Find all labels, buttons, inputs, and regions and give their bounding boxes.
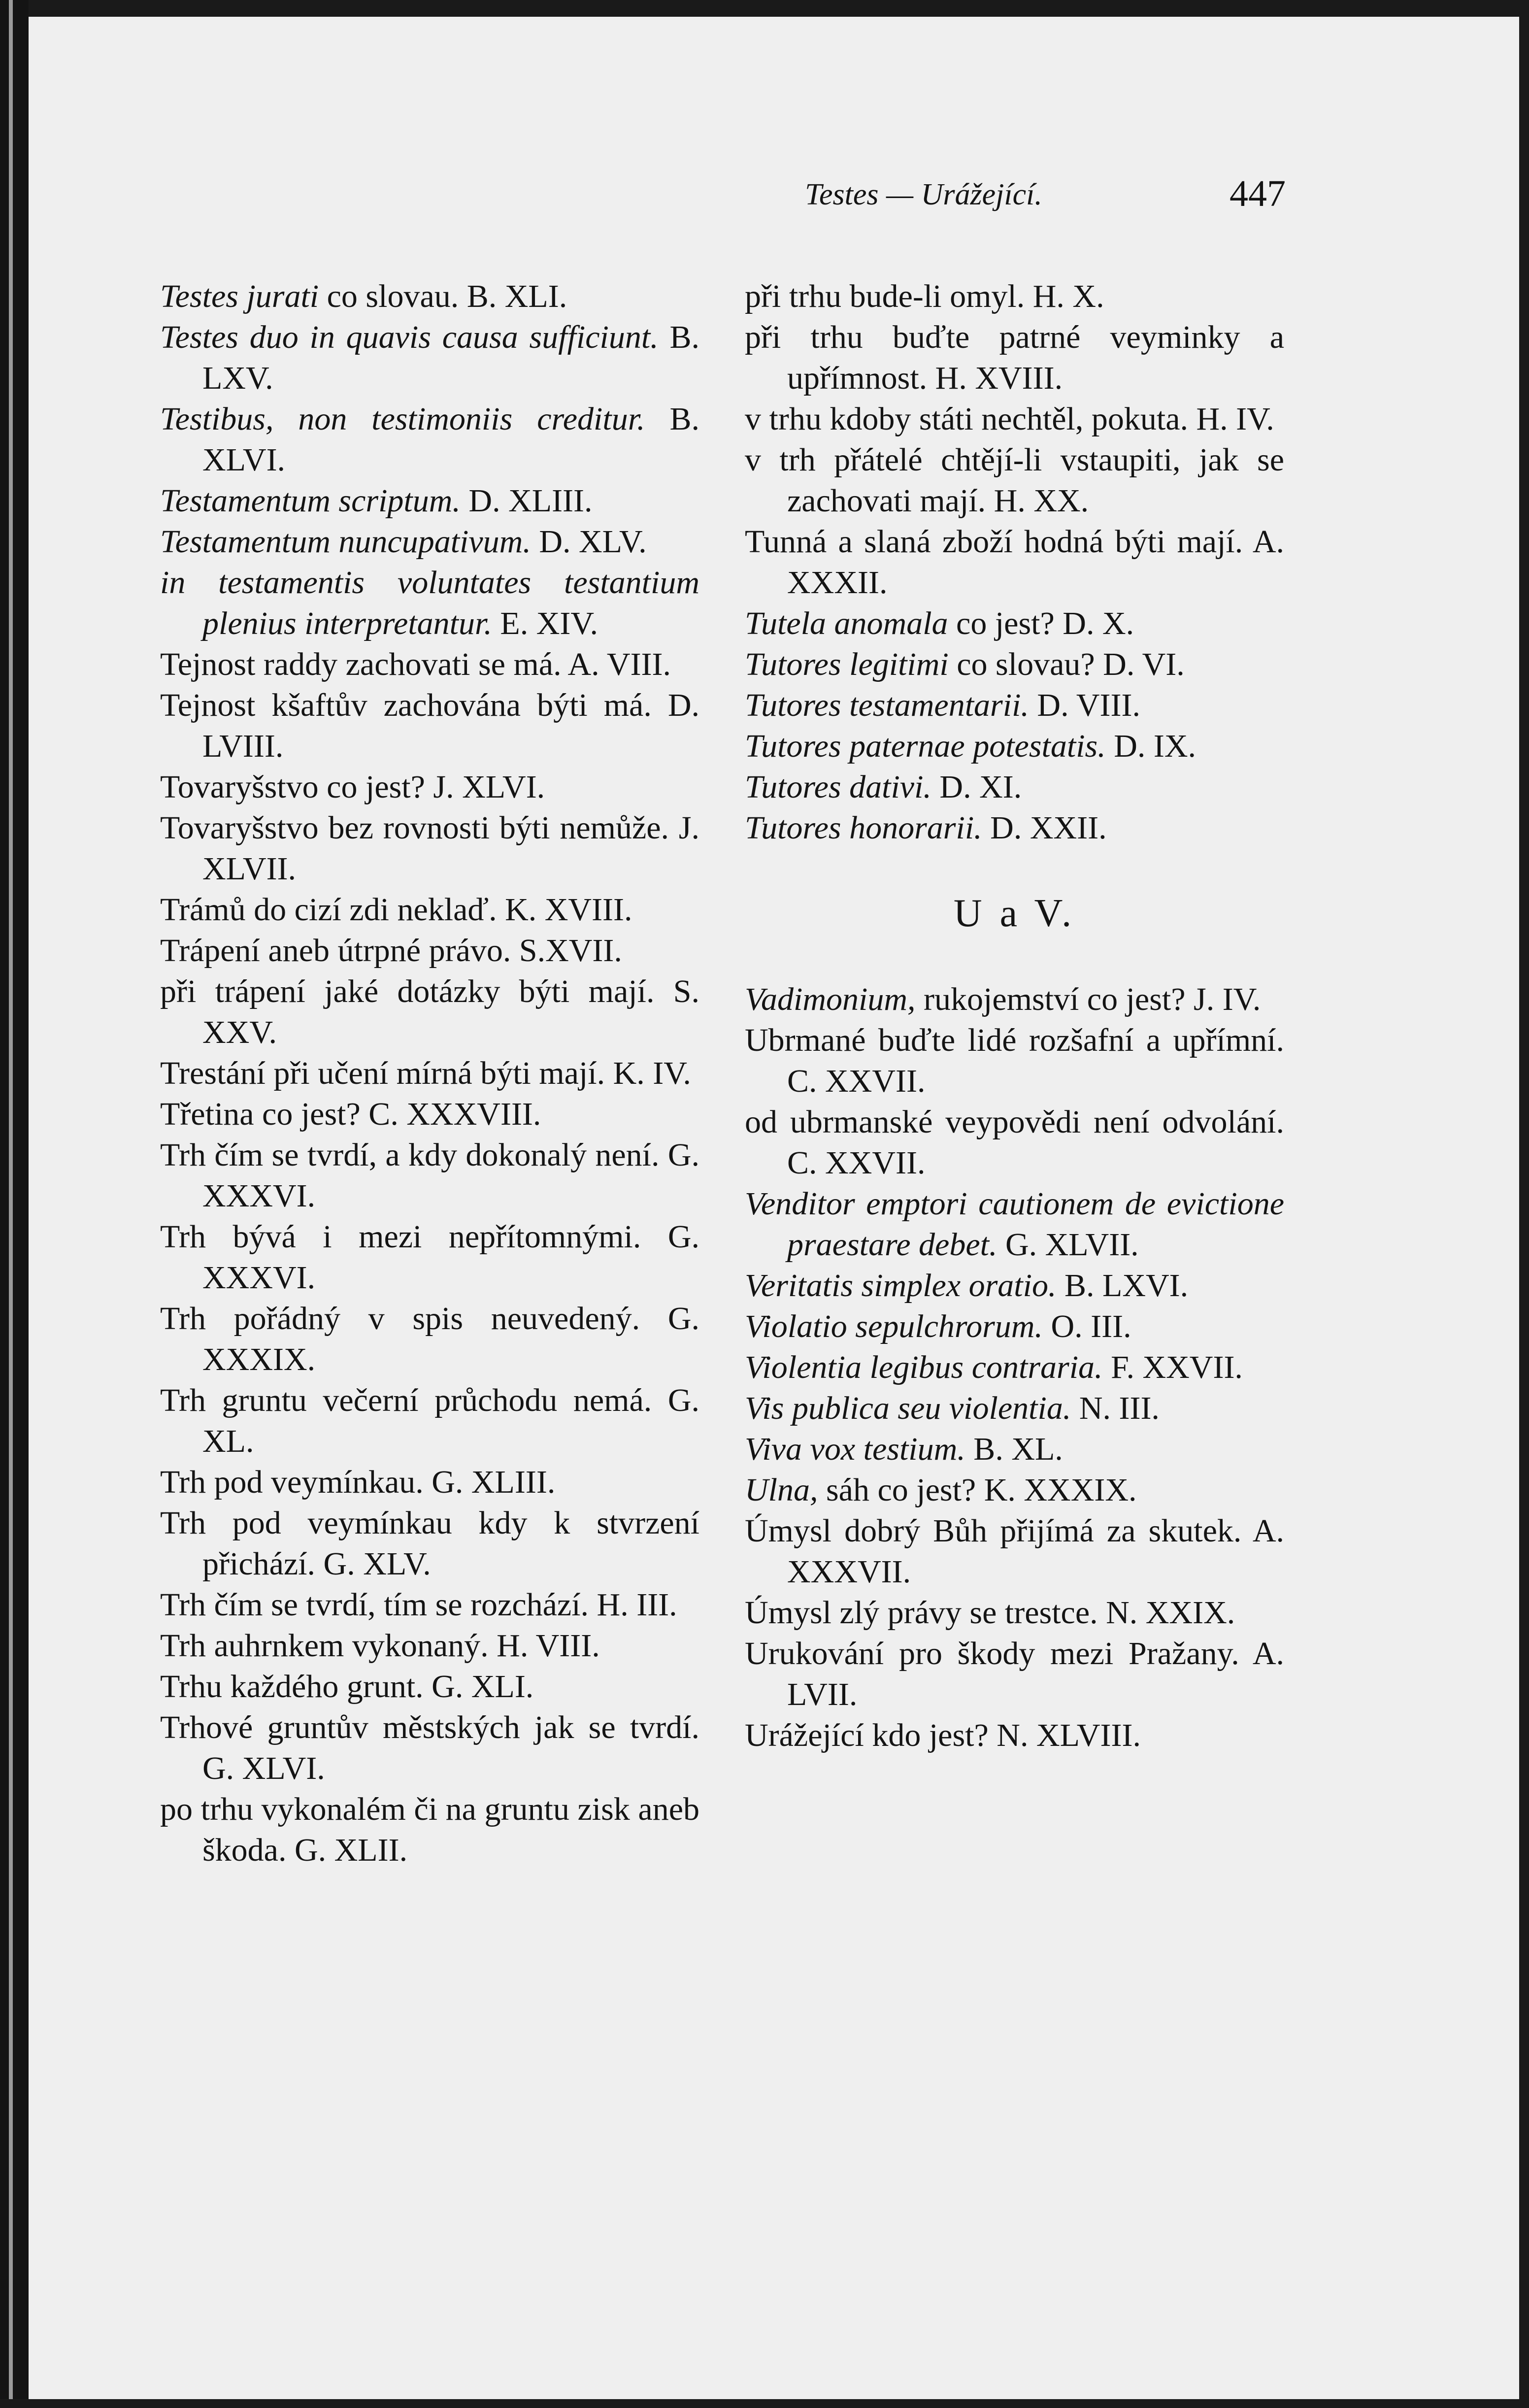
index-entry: po trhu vykonalém či na gruntu zisk aneb škoda. G. XLII. [160, 1791, 699, 1868]
index-entry: Trh pod veymínkau kdy k stvrzení přichází. G. XLV. [160, 1505, 699, 1582]
index-entry: Testamentum scriptum. D. XLIII. [160, 483, 593, 519]
index-entry: Úmysl dobrý Bůh přijímá za skutek. A. XXXVII. [745, 1513, 1284, 1590]
index-entry: Ubrmané buďte lidé rozšafní a upřímní. C. XXVII. [745, 1022, 1284, 1099]
index-entry: Venditor emptori cautionem de evictione praestare debet. G. XLVII. [745, 1186, 1284, 1263]
section-heading: U a V. [953, 892, 1076, 935]
index-entry: Trápení aneb útrpné právo. S.XVII. [160, 933, 622, 969]
index-entry: Tunná a slaná zboží hodná býti mají. A. XXXII. [745, 524, 1284, 601]
page-number: 447 [1230, 173, 1286, 214]
index-entry: Trhu každého grunt. G. XLI. [160, 1669, 534, 1705]
scan-border-left-gap [9, 0, 13, 2408]
index-entry: Testes jurati co slovau. B. XLI. [160, 278, 567, 314]
index-entry: Urukování pro škody mezi Pražany. A. LVII. [745, 1636, 1284, 1712]
index-entry: Veritatis simplex oratio. B. LXVI. [745, 1268, 1189, 1304]
index-entry: Trh gruntu večerní průchodu nemá. G. XL. [160, 1382, 699, 1459]
index-entry: Tutores dativi. D. XI. [745, 769, 1022, 805]
index-entry: Tejnost kšaftův zachována býti má. D. LVIII. [160, 687, 699, 764]
scan-border-left [0, 0, 29, 2408]
index-entry: Třetina co jest? C. XXXVIII. [160, 1096, 541, 1132]
index-entry: Tutores legitimi co slovau? D. VI. [745, 646, 1185, 682]
index-entry: Testes duo in quavis causa sufficiunt. B. LXV. [160, 319, 699, 396]
index-entry: od ubrmanské veypovědi není odvolání. C. XXVII. [745, 1104, 1284, 1181]
index-entry: v trh přátelé chtějí-li vstaupiti, jak se zachovati mají. H. XX. [745, 442, 1284, 519]
index-entry: Tutores paternae potestatis. D. IX. [745, 728, 1197, 764]
index-entry: Trh auhrnkem vykonaný. H. VIII. [160, 1628, 600, 1664]
index-entry: Vis publica seu violentia. N. III. [745, 1390, 1160, 1426]
right-column [745, 276, 1284, 1756]
index-entry: Violatio sepulchrorum. O. III. [745, 1308, 1131, 1344]
index-entry: Tovaryšstvo co jest? J. XLVI. [160, 769, 545, 805]
index-entry: Urážející kdo jest? N. XLVIII. [745, 1717, 1141, 1753]
running-header: Testes — Urážející. [805, 178, 1042, 211]
index-entry: Testamentum nuncupativum. D. XLV. [160, 524, 647, 560]
index-entry: Úmysl zlý právy se trestce. N. XXIX. [745, 1595, 1235, 1631]
index-entry: Vadimonium, rukojemství co jest? J. IV. [745, 981, 1261, 1017]
index-entry: při trápení jaké dotázky býti mají. S. XXV. [160, 973, 699, 1050]
index-entry: při trhu buďte patrné veyminky a upřímnost. H. XVIII. [745, 319, 1284, 396]
index-entry: v trhu kdoby státi nechtěl, pokuta. H. IV. [745, 401, 1274, 437]
index-entry: Tutores honorarii. D. XXII. [745, 810, 1107, 846]
index-entry: Viva vox testium. B. XL. [745, 1431, 1063, 1467]
index-entry: Trh čím se tvrdí, tím se rozchází. H. III. [160, 1587, 677, 1623]
index-entry: Trh bývá i mezi nepřítomnými. G. XXXVI. [160, 1219, 699, 1296]
index-entry: Trh pod veymínkau. G. XLIII. [160, 1464, 556, 1500]
index-entry: Ulna, sáh co jest? K. XXXIX. [745, 1472, 1137, 1508]
index-entry: Trestání při učení mírná býti mají. K. IV. [160, 1055, 691, 1091]
index-entry: Trámů do cizí zdi neklaď. K. XVIII. [160, 892, 632, 928]
index-entry: Trh pořádný v spis neuvedený. G. XXXIX. [160, 1301, 699, 1377]
index-entry: Tutela anomala co jest? D. X. [745, 605, 1134, 641]
index-entry: in testamentis voluntates testantium plenius interpretantur. E. XIV. [160, 565, 699, 641]
scan-border-bottom [0, 2399, 1529, 2408]
index-entry: Violentia legibus contraria. F. XXVII. [745, 1349, 1243, 1385]
index-entry: Tejnost raddy zachovati se má. A. VIII. [160, 646, 671, 682]
left-column [160, 276, 699, 1871]
index-entry: Tutores testamentarii. D. VIII. [745, 687, 1140, 723]
index-entry: Testibus, non testimoniis creditur. B. XLVI. [160, 401, 699, 478]
index-entry: Tovaryšstvo bez rovnosti býti nemůže. J. XLVII. [160, 810, 699, 887]
scan-border-right [1519, 0, 1529, 2408]
index-entry: Trhové gruntův městských jak se tvrdí. G. XLVI. [160, 1709, 699, 1786]
scan-border-top [0, 0, 1529, 17]
index-entry: Trh čím se tvrdí, a kdy dokonalý není. G. XXXVI. [160, 1137, 699, 1214]
index-entry: při trhu bude-li omyl. H. X. [745, 278, 1104, 314]
